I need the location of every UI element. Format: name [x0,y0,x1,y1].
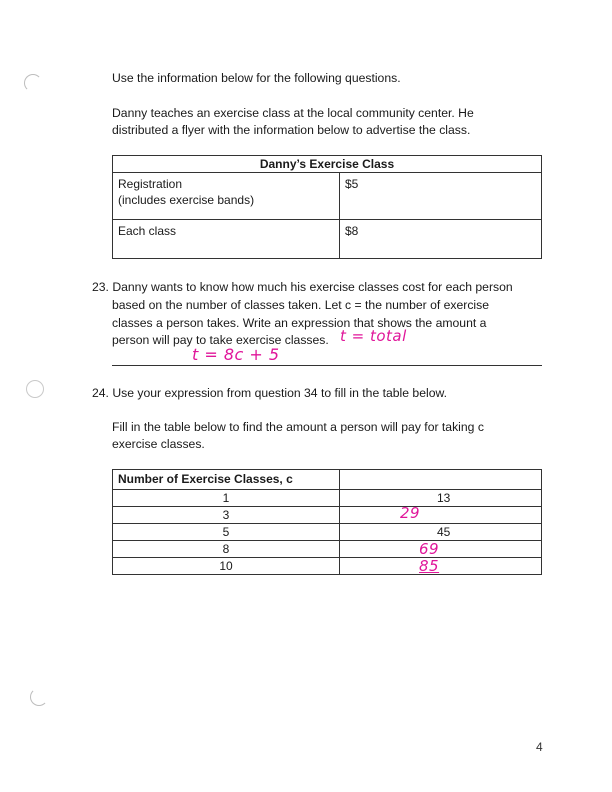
table-row [113,490,542,507]
answer-line [112,365,542,366]
table-row [113,524,542,541]
handwritten-answer-10-classes: 85 [419,557,440,575]
table-row [113,173,542,220]
classes-cell: 3 [113,507,340,524]
classes-cell: 5 [113,524,340,541]
handwritten-answer-8-classes: 69 [419,540,440,558]
fee-price: $8 [340,220,542,259]
classes-cell: 1 [113,490,340,507]
amount-cell [340,524,542,541]
question-24-line-2: Fill in the table below to find the amount a person will pay for taking c [112,420,484,434]
fee-price: $5 [340,173,542,220]
handwritten-expression: t = 8c + 5 [192,345,280,364]
question-23-line-2: based on the number of classes taken. Let c = the number of exercise [112,298,490,312]
exercise-class-table-title: Danny’s Exercise Class [113,156,542,173]
handwritten-answer-3-classes: 29 [400,504,421,522]
intro-paragraph-line-1: Danny teaches an exercise class at the local community center. He [112,106,474,120]
amount-column-header [340,470,542,490]
amount-value: 45 [437,525,451,539]
question-24-line-1: 24. Use your expression from question 34 to fill in the table below. [92,386,447,400]
table-row [113,507,542,524]
exercise-class-table [112,155,542,259]
classes-cell: 10 [113,558,340,575]
table-row [113,558,542,575]
amount-cell [340,490,542,507]
question-23-line-3: classes a person takes. Write an expression that shows the amount a [112,316,487,330]
fee-label-line: Each class [118,224,177,238]
intro-instruction: Use the information below for the following questions. [112,71,401,85]
binder-hole-top [24,74,42,92]
handwritten-total-note: t = total [340,327,407,345]
amount-cell [340,558,542,575]
binder-hole-middle [26,380,44,398]
table-row [113,220,542,259]
amount-value: 13 [437,491,451,505]
fee-label-line: Registration [118,177,183,191]
fee-label [113,173,340,220]
question-23-line-1: 23. Danny wants to know how much his exercise classes cost for each person [92,280,513,294]
classes-cell: 8 [113,541,340,558]
question-23-line-4: person will pay to take exercise classes. [112,333,329,347]
intro-paragraph-line-2: distributed a flyer with the information below to advertise the class. [112,123,471,137]
question-24-line-3: exercise classes. [112,437,205,451]
fee-label-line: (includes exercise bands) [118,193,255,207]
amount-cell [340,507,542,524]
classes-cost-table [112,469,542,575]
page-number: 4 [536,740,543,754]
fee-label [113,220,340,259]
classes-column-header: Number of Exercise Classes, c [113,470,340,490]
binder-hole-bottom [30,688,48,706]
amount-cell [340,541,542,558]
table-row [113,541,542,558]
